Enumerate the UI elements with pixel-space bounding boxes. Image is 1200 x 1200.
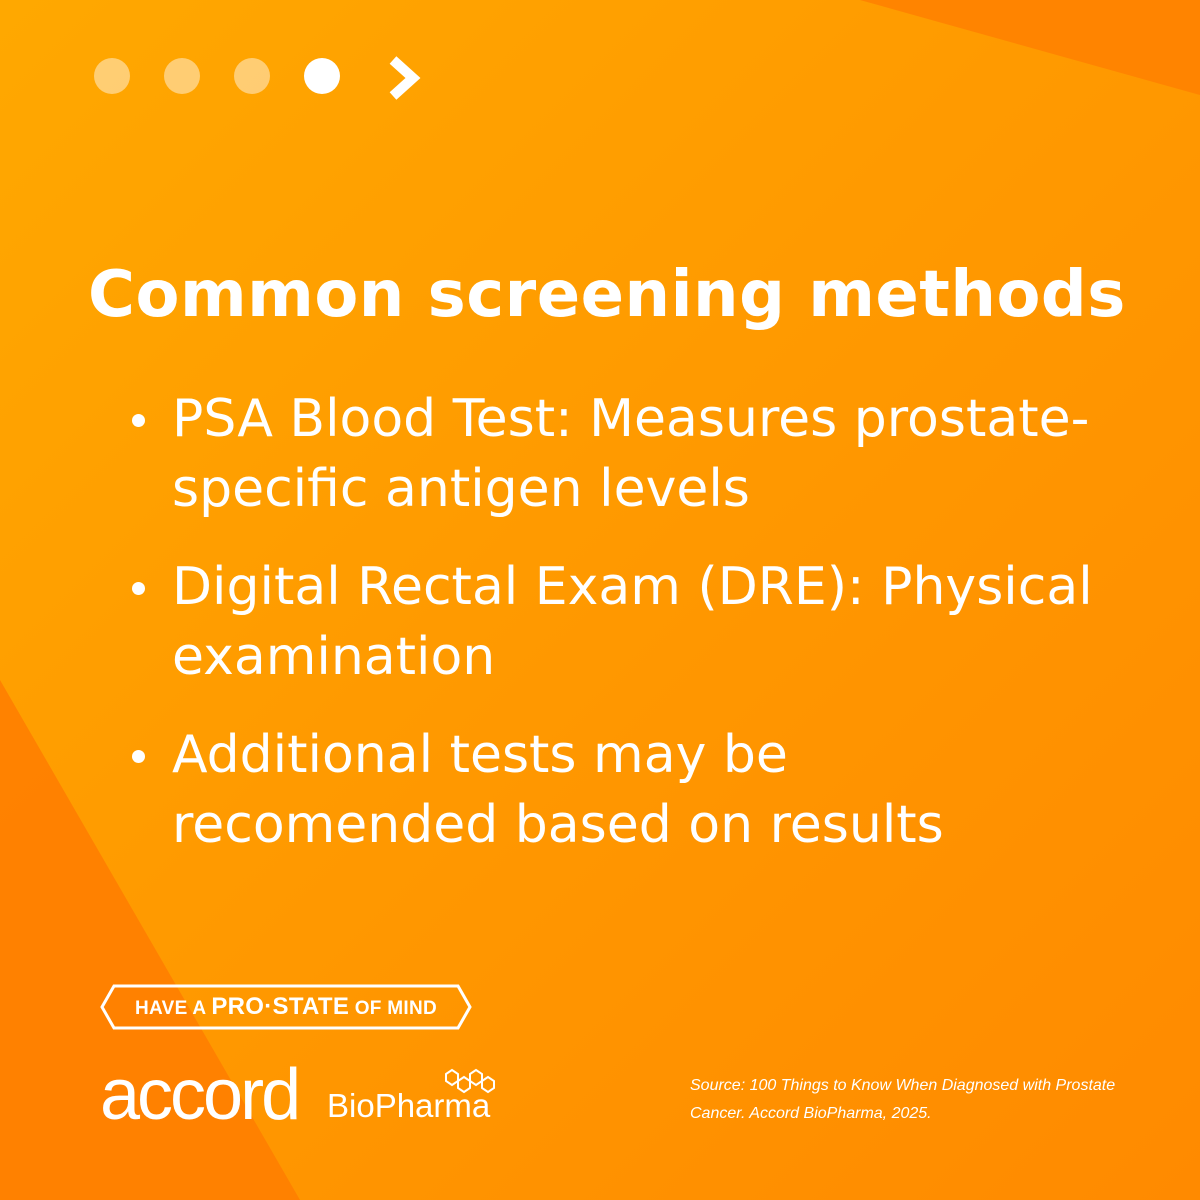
molecule-icon (438, 1064, 498, 1100)
list-item-text: PSA Blood Test: Measures prostate-specific antigen levels (172, 389, 1090, 519)
chevron-right-icon[interactable] (383, 56, 427, 100)
carousel-dot-active[interactable] (304, 58, 340, 94)
corner-shape-top-right (860, 0, 1200, 95)
list-item (126, 720, 1126, 860)
carousel-dot[interactable] (234, 58, 270, 94)
bullet-dot-icon (132, 750, 145, 763)
carousel-dot[interactable] (94, 58, 130, 94)
list-item (126, 384, 1126, 524)
tagline-badge (100, 984, 472, 1030)
page-title: Common screening methods (88, 258, 1126, 332)
tagline-emphasis: PRO·STATE (211, 993, 350, 1020)
logo-wordmark: accord (100, 1055, 299, 1135)
bullet-dot-icon (132, 414, 145, 427)
list-item-text: Additional tests may be recomended based on results (172, 725, 944, 855)
bullet-dot-icon (132, 582, 145, 595)
bullet-list (126, 384, 1126, 888)
tagline-post: OF MIND (349, 998, 438, 1019)
source-citation: Source: 100 Things to Know When Diagnosed with Prostate Cancer. Accord BioPharma, 2025. (690, 1077, 1116, 1122)
list-item-text: Digital Rectal Exam (DRE): Physical examination (172, 557, 1093, 687)
list-item (126, 552, 1126, 692)
carousel-dot[interactable] (164, 58, 200, 94)
tagline-text (100, 984, 472, 1030)
logo-subtitle: BioPharma (327, 1087, 491, 1124)
tagline-pre: HAVE A (134, 998, 212, 1019)
